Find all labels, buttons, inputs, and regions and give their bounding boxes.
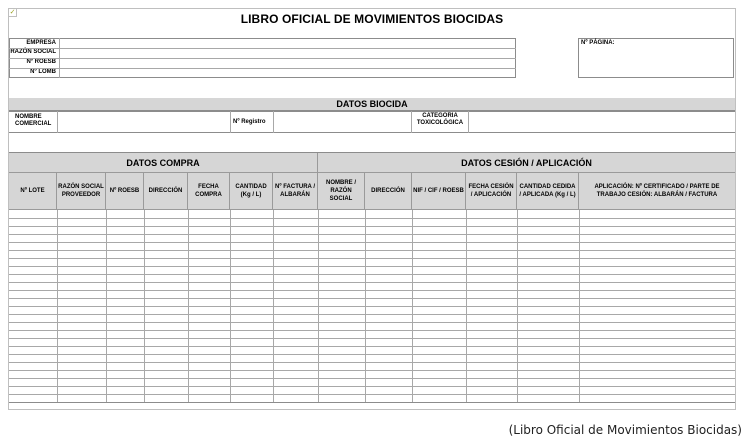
col-header-razon-social-proveedor: RAZÓN SOCIAL PROVEEDOR [57,173,106,210]
table-row-line [9,314,735,315]
table-row-line [9,306,735,307]
table-row-line [9,354,735,355]
table-row-line [9,274,735,275]
col-header-aplicacion-cesion: APLICACIÓN: Nº CERTIFICADO / PARTE DE TRABAJO CESIÓN: ALBARÁN / FACTURA [579,173,735,210]
table-column-line [144,210,145,402]
col-header-direccion: DIRECCIÓN [144,173,188,210]
roesb-input[interactable] [60,59,516,68]
table-row-line [9,258,735,259]
table-body [9,210,735,402]
table-column-line [57,210,58,402]
table-column-line [188,210,189,402]
table-row-line [9,282,735,283]
label-empresa: EMPRESA [26,40,56,46]
col-header-direccion-cesion: DIRECCIÓN [365,173,412,210]
col-header-nif-cif-roesb: NIF / CIF / ROESB [412,173,466,210]
label-categoria: CATEGORIA TOXICOLÓGICA [416,113,464,126]
label-nombre-comercial: NOMBRE COMERCIAL [15,114,52,127]
label-registro: Nº Registro [233,119,266,125]
table-row-line [9,394,735,395]
label-roesb: Nº ROESB [26,59,56,65]
label-razon-social: RAZÓN SOCIAL [10,49,56,55]
table-row-line [9,330,735,331]
page-number-label: Nº PÁGINA: [581,40,615,46]
table-row-line [9,370,735,371]
table-row-line [9,234,735,235]
form-title: LIBRO OFICIAL DE MOVIMIENTOS BIOCIDAS [240,12,504,26]
table-row-line [9,218,735,219]
table-row-line [9,250,735,251]
col-header-fecha-compra: FECHA COMPRA [188,173,230,210]
biocide-section-title: DATOS BIOCIDA [9,98,735,111]
col-header-cantidad: CANTIDAD (Kg / L) [230,173,273,210]
table-column-line [318,210,319,402]
form-sheet [8,8,736,410]
col-header-roesb: Nº ROESB [106,173,144,210]
table-row-line [9,290,735,291]
purchase-section-title: DATOS COMPRA [9,153,318,173]
col-header-nombre-razon-social: NOMBRE / RAZÓN SOCIAL [318,173,365,210]
table-column-line [466,210,467,402]
table-column-line [579,210,580,402]
table-row-line [9,338,735,339]
registro-input[interactable] [274,112,411,132]
empresa-input[interactable] [60,38,516,48]
nombre-comercial-input[interactable] [58,112,230,132]
figure-caption: (Libro Oficial de Movimientos Biocidas) [508,423,742,437]
categoria-input[interactable] [469,112,735,132]
movements-table [9,152,735,403]
lomb-input[interactable] [60,69,516,78]
table-row-line [9,226,735,227]
cession-section-title: DATOS CESIÓN / APLICACIÓN [318,153,735,173]
table-row-line [9,378,735,379]
table-row-line [9,362,735,363]
col-header-cantidad-cedida: CANTIDAD CEDIDA / APLICADA (Kg / L) [517,173,579,210]
table-row-line [9,386,735,387]
table-row-line [9,298,735,299]
table-row-line [9,242,735,243]
table-column-line [517,210,518,402]
table-row-line [9,266,735,267]
table-column-line [230,210,231,402]
corner-marker-icon: ✓ [9,9,16,16]
table-column-line [365,210,366,402]
razon-social-input[interactable] [60,49,516,58]
table-column-line [273,210,274,402]
table-row-line [9,346,735,347]
label-lomb: Nº LOMB [30,69,56,75]
table-column-line [412,210,413,402]
col-header-fecha-cesion: FECHA CESIÓN / APLICACIÓN [466,173,517,210]
col-header-lote: Nº LOTE [9,173,57,210]
table-column-line [106,210,107,402]
col-header-factura-albaran: Nº FACTURA / ALBARÁN [273,173,318,210]
table-row-line [9,322,735,323]
